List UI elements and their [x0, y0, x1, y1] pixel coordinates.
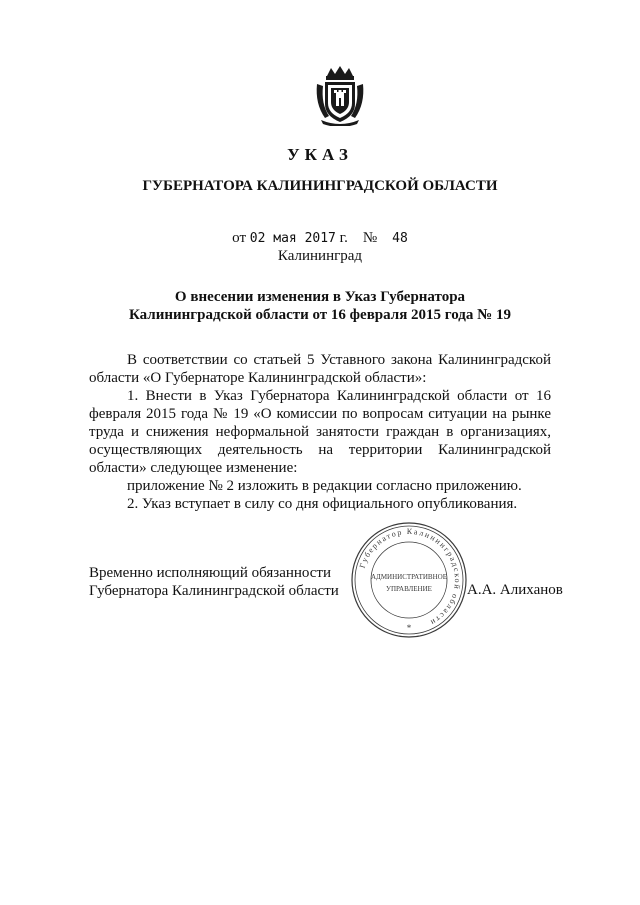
subject-line-2: Калининградской области от 16 февраля 2015 года № 19 [129, 307, 511, 323]
coat-of-arms-icon [313, 64, 367, 126]
signatory-position [89, 564, 339, 600]
body-paragraph-preamble: В соответствии со статьей 5 Уставного закона Калининградской области «О Губернаторе Калининградской области»: [89, 352, 551, 386]
document-type: УКАЗ [287, 145, 353, 164]
seal-center-line-2: УПРАВЛЕНИЕ [386, 585, 432, 593]
city: Калининград [277, 248, 363, 264]
signatory-position-line-2: Губернатора Калининградской области [89, 583, 339, 599]
issuer-title: ГУБЕРНАТОРА КАЛИНИНГРАДСКОЙ ОБЛАСТИ [142, 178, 498, 194]
date-value: 02 мая 2017 [249, 231, 336, 246]
signatory-position-line-1: Временно исполняющий обязанности [89, 565, 332, 581]
seal-outer-text: Губернатор Калининградской области [357, 526, 463, 628]
body-paragraph-amendment: приложение № 2 изложить в редакции согласно приложению. [127, 478, 522, 494]
svg-text:*: * [406, 623, 412, 633]
decree-subject [0, 288, 640, 324]
date-number-line [0, 230, 640, 247]
number-value: 48 [392, 231, 408, 246]
body-paragraph-item-1: 1. Внести в Указ Губернатора Калининградской области от 16 февраля 2015 года № 19 «О комиссии по вопросам ситуации на рынке труда и снижения неформальной занятости граждан в организациях, осуществляющих деятельность на территории Калининградской области» следующее изменение: [89, 388, 551, 476]
subject-line-1: О внесении изменения в Указ Губернатора [174, 289, 466, 305]
signatory-name: А.А. Алиханов [467, 582, 563, 598]
seal-center-line-1: АДМИНИСТРАТИВНОЕ [371, 573, 447, 581]
date-suffix: г. [339, 230, 348, 246]
official-seal-icon [350, 521, 468, 639]
date-prefix: от [232, 230, 247, 246]
body-paragraph-item-2: 2. Указ вступает в силу со дня официального опубликования. [127, 496, 518, 512]
decree-body [89, 351, 551, 513]
number-prefix: № [362, 230, 378, 246]
